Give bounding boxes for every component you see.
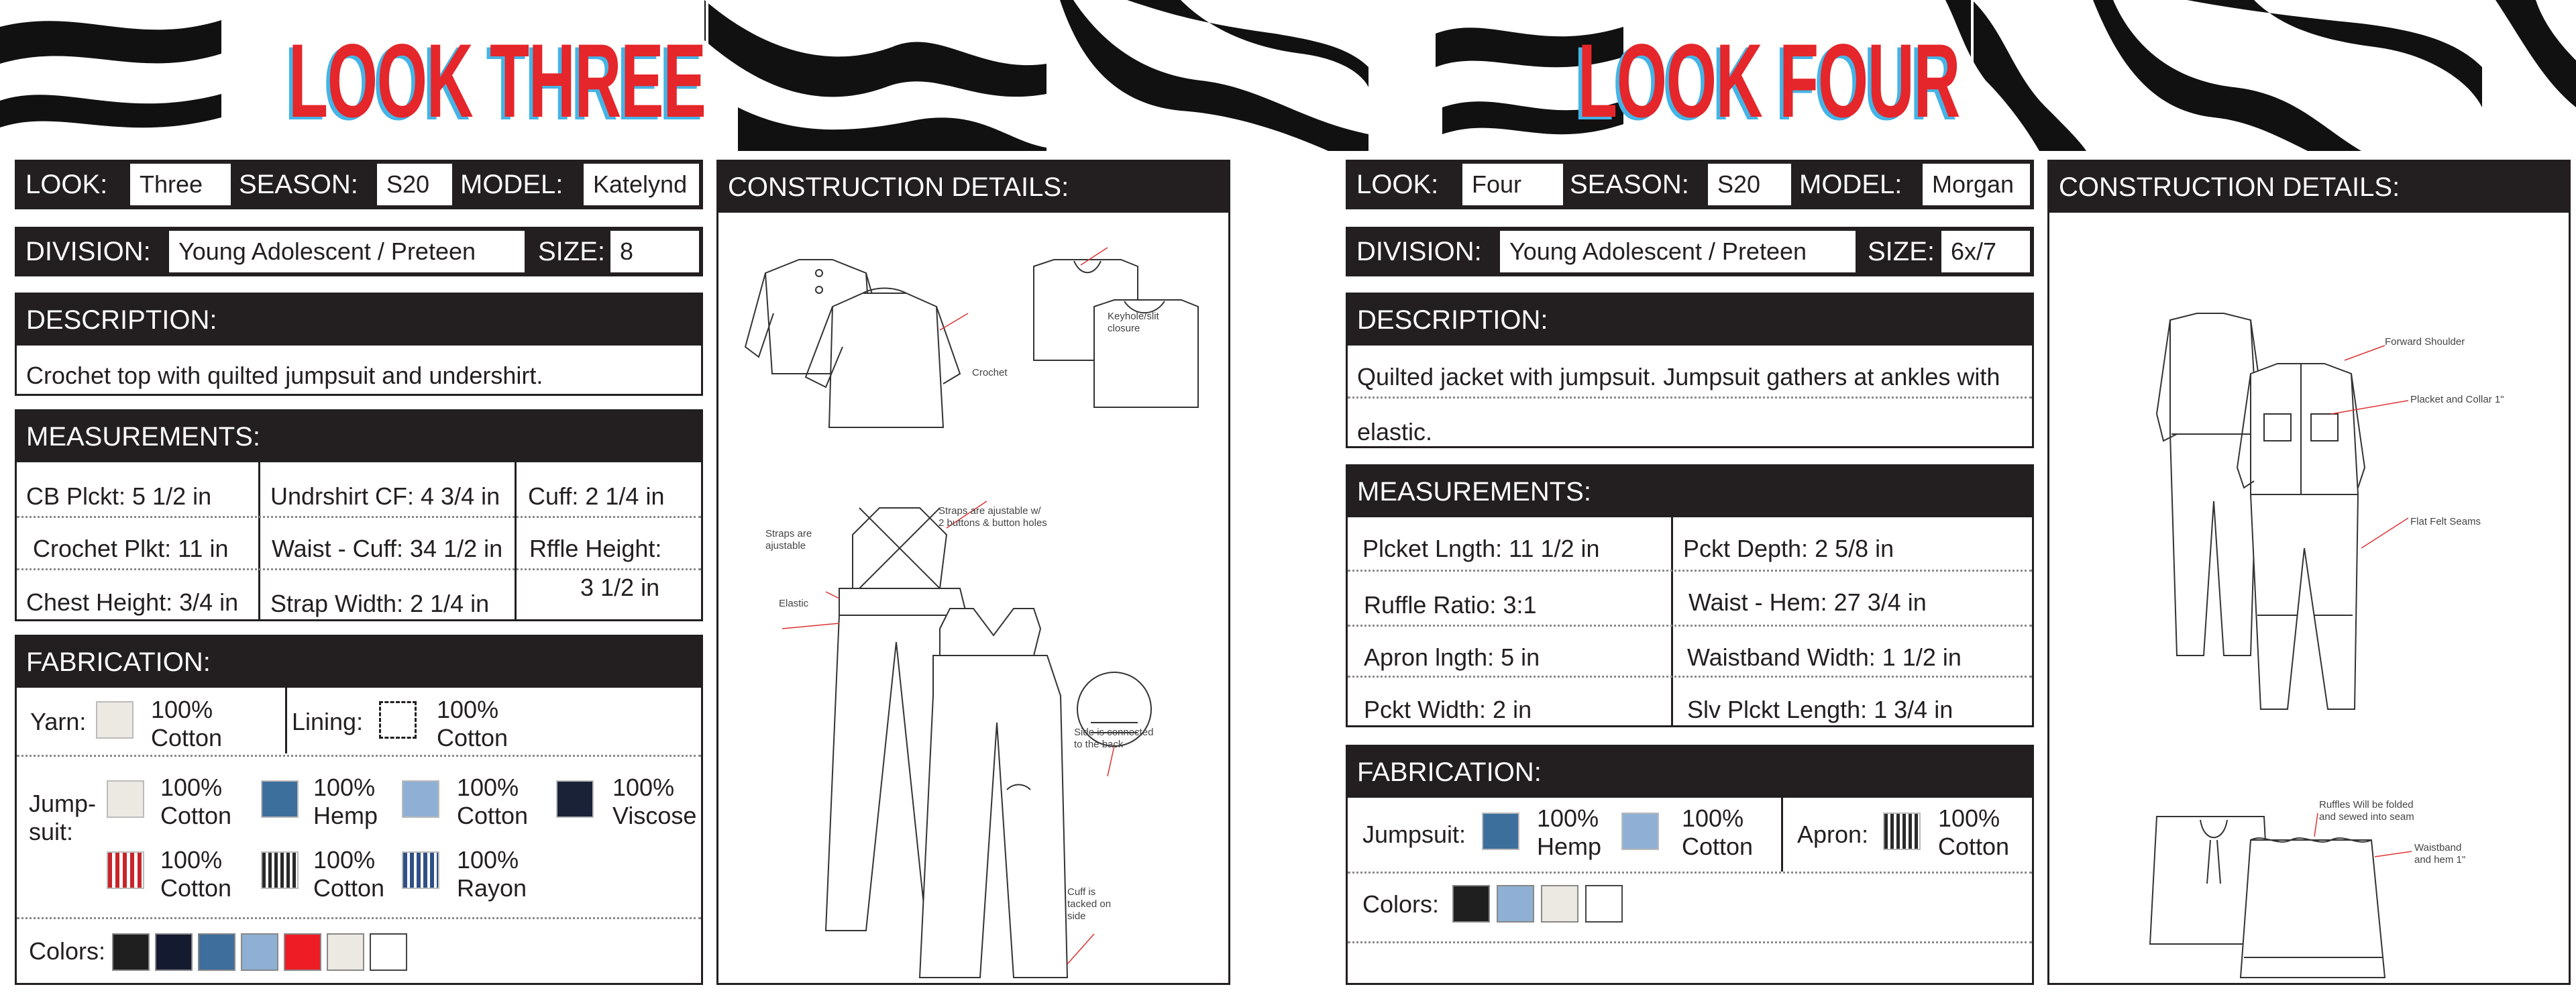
measurements-header: MEASUREMENTS: <box>1348 466 2032 517</box>
look3-info-bar <box>15 160 703 209</box>
season-label: SEASON: <box>1570 170 1689 199</box>
note-ruffles: and sewed into seam <box>2319 811 2414 823</box>
color-swatch <box>284 933 321 971</box>
color-swatch <box>241 933 278 971</box>
measurement-cell: Waist - Cuff: 34 1/2 in <box>272 535 503 562</box>
look3-description-box <box>15 293 703 396</box>
note-straps-buttons: Straps are ajustable w/ <box>938 505 1041 517</box>
yarn-swatch <box>96 701 133 739</box>
look4-flat-sketches <box>2049 213 2569 984</box>
fabric-swatch <box>402 780 439 818</box>
description-text: Crochet top with quilted jumpsuit and undershirt. <box>26 362 543 389</box>
look4-info-bar <box>1346 160 2034 209</box>
note-cuff: Cuff is <box>1067 886 1096 898</box>
look4-fabrication-box <box>1346 745 2034 985</box>
fabric-swatch <box>1621 813 1659 850</box>
look-value: Four <box>1462 164 1563 205</box>
fabric-content: 100% Viscose <box>612 774 697 829</box>
season-value: S20 <box>1708 164 1791 205</box>
division-label: DIVISION: <box>1356 237 1482 266</box>
fabric-swatch <box>402 851 439 889</box>
note-elastic: Elastic <box>779 598 809 609</box>
measurement-cell: Cuff: 2 1/4 in <box>528 482 665 510</box>
note-keyhole: closure <box>1108 323 1140 334</box>
look-three-title: LOOK THREE <box>288 23 706 140</box>
note-straps: Straps are <box>765 528 812 539</box>
size-label: SIZE: <box>538 237 606 266</box>
measurement-cell: Ruffle Ratio: 3:1 <box>1364 591 1537 619</box>
look4-construction-panel <box>2047 160 2571 985</box>
measurement-cell: Pckt Depth: 2 5/8 in <box>1683 535 1894 562</box>
measurement-cell: Chest Height: 3/4 in <box>26 588 239 616</box>
note-crochet: Crochet <box>972 367 1008 378</box>
note-waistband: Waistband <box>2414 842 2462 853</box>
fabric-content: 100% Cotton <box>313 846 385 902</box>
fabric-content: 100% Hemp <box>313 774 378 829</box>
colors-label: Colors: <box>29 937 106 965</box>
model-value: Katelynd <box>584 164 699 205</box>
look-label: LOOK: <box>25 170 108 199</box>
color-swatch <box>1541 885 1578 923</box>
measurement-cell: Undrshirt CF: 4 3/4 in <box>270 482 500 510</box>
yarn-content: 100% Cotton <box>151 696 223 751</box>
size-value: 8 <box>610 231 699 272</box>
note-side: Side is connected <box>1074 727 1154 738</box>
division-label: DIVISION: <box>25 237 151 266</box>
fabric-content: 100% Cotton <box>160 846 232 902</box>
note-flat-felt-seams: Flat Felt Seams <box>2410 516 2481 527</box>
look4-measurements-box <box>1346 464 2034 727</box>
description-text: elastic. <box>1357 418 1433 446</box>
look3-construction-panel <box>716 160 1230 985</box>
fabric-swatch <box>261 851 299 889</box>
measurement-cell: Pckt Width: 2 in <box>1364 696 1532 723</box>
color-swatch <box>327 933 364 971</box>
season-value: S20 <box>377 164 452 205</box>
yarn-label: Yarn: <box>30 708 87 735</box>
measurement-cell: CB Plckt: 5 1/2 in <box>26 482 212 510</box>
fabric-swatch <box>261 780 299 818</box>
fabric-content: 100% Cotton <box>1938 804 2010 860</box>
look4-description-box <box>1346 293 2034 448</box>
look3-fabrication-box <box>15 635 703 985</box>
division-value: Young Adolescent / Preteen <box>169 231 525 272</box>
colors-label: Colors: <box>1362 890 1440 918</box>
fabric-content: 100% Hemp <box>1537 804 1602 860</box>
measurements-header: MEASUREMENTS: <box>17 411 701 462</box>
fabric-content: 100% Cotton <box>1682 804 1754 860</box>
fabric-swatch <box>1883 813 1921 850</box>
note-straps: ajustable <box>765 540 806 552</box>
lining-swatch <box>379 701 417 739</box>
construction-header: CONSTRUCTION DETAILS: <box>2049 162 2569 213</box>
lining-label: Lining: <box>292 708 364 735</box>
color-swatch <box>112 933 150 971</box>
color-swatch <box>370 933 407 971</box>
description-header: DESCRIPTION: <box>1348 295 2032 346</box>
measurement-cell: Strap Width: 2 1/4 in <box>270 590 490 617</box>
construction-header: CONSTRUCTION DETAILS: <box>718 162 1228 213</box>
fabric-swatch <box>556 780 594 818</box>
color-swatch <box>1585 885 1623 923</box>
size-value: 6x/7 <box>1941 231 2030 272</box>
fabrication-header: FABRICATION: <box>17 637 701 688</box>
color-swatch <box>198 933 235 971</box>
note-keyhole: Keyhole/slit <box>1108 311 1159 322</box>
header-banner <box>0 0 2576 151</box>
division-value: Young Adolescent / Preteen <box>1500 231 1856 272</box>
measurement-cell: Waistband Width: 1 1/2 in <box>1687 643 1962 671</box>
fabric-content: 100% Cotton <box>457 774 529 829</box>
fabric-swatch <box>107 851 144 889</box>
look3-measurements-box <box>15 409 703 621</box>
note-placket-collar: Placket and Collar 1" <box>2410 394 2504 405</box>
look-label: LOOK: <box>1356 170 1439 199</box>
fabric-swatch <box>107 780 144 818</box>
color-swatch <box>1497 885 1534 923</box>
note-ruffles: Ruffles Will be folded <box>2319 799 2414 810</box>
apron-label: Apron: <box>1797 821 1869 848</box>
jumpsuit-label: Jumpsuit: <box>1362 821 1466 848</box>
measurement-cell: Plcket Lngth: 11 1/2 in <box>1362 535 1600 562</box>
lining-content: 100% Cotton <box>437 696 508 751</box>
note-straps-buttons: 2 buttons & button holes <box>938 517 1047 529</box>
note-side: to the back <box>1074 739 1124 750</box>
description-header: DESCRIPTION: <box>17 295 701 346</box>
season-label: SEASON: <box>239 170 358 199</box>
measurement-cell: Crochet Plkt: 11 in <box>33 535 229 562</box>
model-label: MODEL: <box>460 170 564 199</box>
look3-division-bar <box>15 227 703 276</box>
description-text: Quilted jacket with jumpsuit. Jumpsuit gathers at ankles with <box>1357 363 2000 390</box>
look-four-title: LOOK FOUR <box>1578 23 1960 140</box>
measurement-cell: Slv Plckt Length: 1 3/4 in <box>1687 696 1953 723</box>
look-value: Three <box>130 164 231 205</box>
fabrication-header: FABRICATION: <box>1348 747 2032 798</box>
model-value: Morgan <box>1923 164 2030 205</box>
measurement-cell: Rffle Height: <box>529 535 662 562</box>
note-cuff: side <box>1067 910 1086 922</box>
note-cuff: tacked on <box>1067 898 1112 910</box>
model-label: MODEL: <box>1799 170 1902 199</box>
look4-division-bar <box>1346 227 2034 276</box>
measurement-cell: 3 1/2 in <box>580 574 660 601</box>
color-swatch <box>1452 885 1490 923</box>
note-waistband: and hem 1" <box>2414 854 2466 866</box>
jumpsuit-label: Jump- suit: <box>29 790 97 845</box>
fabric-content: 100% Rayon <box>457 846 527 902</box>
fabric-content: 100% Cotton <box>160 774 232 829</box>
measurement-cell: Waist - Hem: 27 3/4 in <box>1688 588 1927 616</box>
fabric-swatch <box>1482 813 1519 850</box>
measurement-cell: Apron lngth: 5 in <box>1364 643 1540 671</box>
color-swatch <box>155 933 193 971</box>
note-forward-shoulder: Forward Shoulder <box>2385 336 2465 348</box>
size-label: SIZE: <box>1868 237 1935 266</box>
